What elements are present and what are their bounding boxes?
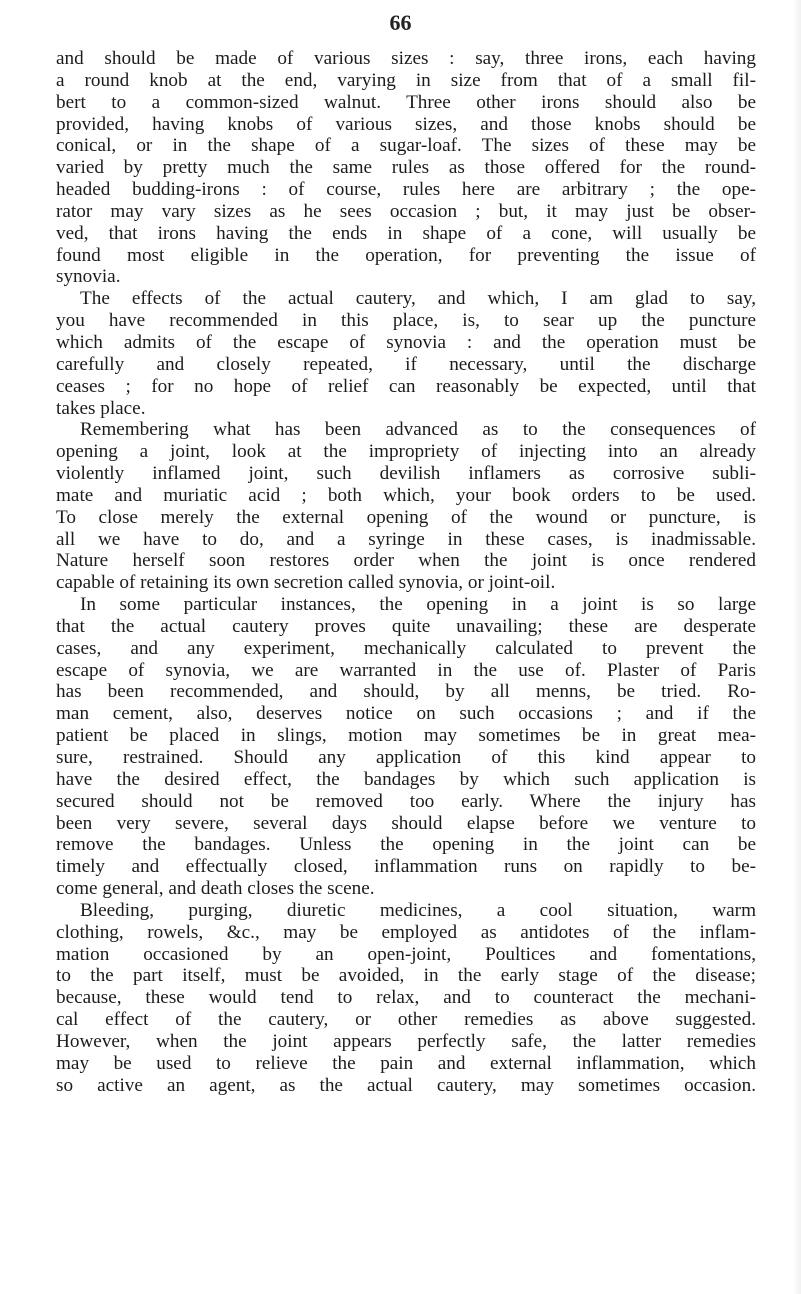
text-line: a round knob at the end, varying in size from that of a small fil- <box>56 69 756 91</box>
text-line: you have recommended in this place, is, to sear up the puncture <box>56 310 756 332</box>
text-line: ved, that irons having the ends in shape of a cone, will usually be <box>56 222 756 244</box>
text-line: synovia. <box>56 266 121 288</box>
text-line: To close merely the external opening of the wound or puncture, is <box>56 506 756 528</box>
text-line: secured should not be removed too early. Where the injury has <box>56 790 756 812</box>
text-line: have the desired effect, the bandages by which such application is <box>56 768 756 790</box>
text-line: Remembering what has been advanced as to the consequences of <box>80 419 756 441</box>
text-line: cal effect of the cautery, or other remedies as above suggested. <box>56 1009 756 1031</box>
text-line: that the actual cautery proves quite unavailing; these are desperate <box>56 615 756 637</box>
text-line: In some particular instances, the opening in a joint is so large <box>80 594 756 616</box>
text-line: mation occasioned by an open-joint, Poultices and fomentations, <box>56 943 756 965</box>
text-line: takes place. <box>56 397 146 419</box>
text-line: provided, having knobs of various sizes, and those knobs should be <box>56 113 756 135</box>
page-number: 66 <box>389 10 412 35</box>
text-line: clothing, rowels, &c., may be employed as antidotes of the inflam- <box>56 921 756 943</box>
text-line: so active an agent, as the actual cautery, may sometimes occasion. <box>56 1074 756 1096</box>
text-line: sure, restrained. Should any application of this kind appear to <box>56 747 756 768</box>
text-line: conical, or in the shape of a sugar-loaf. The sizes of these may be <box>56 135 756 157</box>
text-line: may be used to relieve the pain and external inflammation, which <box>56 1052 756 1074</box>
page-edge-shadow <box>793 0 801 1294</box>
text-line: The effects of the actual cautery, and which, I am glad to say, <box>80 288 756 310</box>
text-line: carefully and closely repeated, if necessary, until the discharge <box>56 353 756 375</box>
text-line: remove the bandages. Unless the opening in the joint can be <box>56 834 756 856</box>
text-line: ceases ; for no hope of relief can reasonably be expected, until that <box>56 375 756 397</box>
text-line: opening a joint, look at the impropriety of injecting into an already <box>56 441 756 463</box>
text-line: patient be placed in slings, motion may sometimes be in great mea- <box>56 725 756 747</box>
text-line: Bleeding, purging, diuretic medicines, a cool situation, warm <box>80 899 756 921</box>
text-line: because, these would tend to relax, and to counteract the mechani- <box>56 987 756 1009</box>
body-text <box>56 48 756 1097</box>
text-line: man cement, also, deserves notice on such occasions ; and if the <box>56 703 756 725</box>
text-line: bert to a common-sized walnut. Three other irons should also be <box>56 91 756 113</box>
text-line: varied by pretty much the same rules as those offered for the round- <box>56 157 756 179</box>
text-line: and should be made of various sizes : say, three irons, each having <box>56 48 756 69</box>
text-line: capable of retaining its own secretion called synovia, or joint-oil. <box>56 572 556 594</box>
text-line: been very severe, several days should elapse before we venture to <box>56 812 756 834</box>
text-line: headed budding-irons : of course, rules here are arbitrary ; the ope- <box>56 179 756 201</box>
text-line: timely and effectually closed, inflammation runs on rapidly to be- <box>56 856 756 878</box>
text-line: which admits of the escape of synovia : and the operation must be <box>56 331 756 353</box>
text-line: has been recommended, and should, by all menns, be tried. Ro- <box>56 681 756 703</box>
text-line: mate and muriatic acid ; both which, your book orders to be used. <box>56 484 756 506</box>
text-line: found most eligible in the operation, for preventing the issue of <box>56 244 756 266</box>
text-line: rator may vary sizes as he sees occasion ; but, it may just be obser- <box>56 200 756 222</box>
text-line: Nature herself soon restores order when the joint is once rendered <box>56 550 756 572</box>
text-line: to the part itself, must be avoided, in the early stage of the disease; <box>56 965 756 987</box>
text-line: come general, and death closes the scene. <box>56 878 375 900</box>
text-line: cases, and any experiment, mechanically calculated to prevent the <box>56 637 756 659</box>
text-line: all we have to do, and a syringe in these cases, is inadmissable. <box>56 528 756 550</box>
text-line: violently inflamed joint, such devilish inflamers as corrosive subli- <box>56 463 756 485</box>
text-line: However, when the joint appears perfectly safe, the latter remedies <box>56 1030 756 1052</box>
text-line: escape of synovia, we are warranted in the use of. Plaster of Paris <box>56 659 756 681</box>
